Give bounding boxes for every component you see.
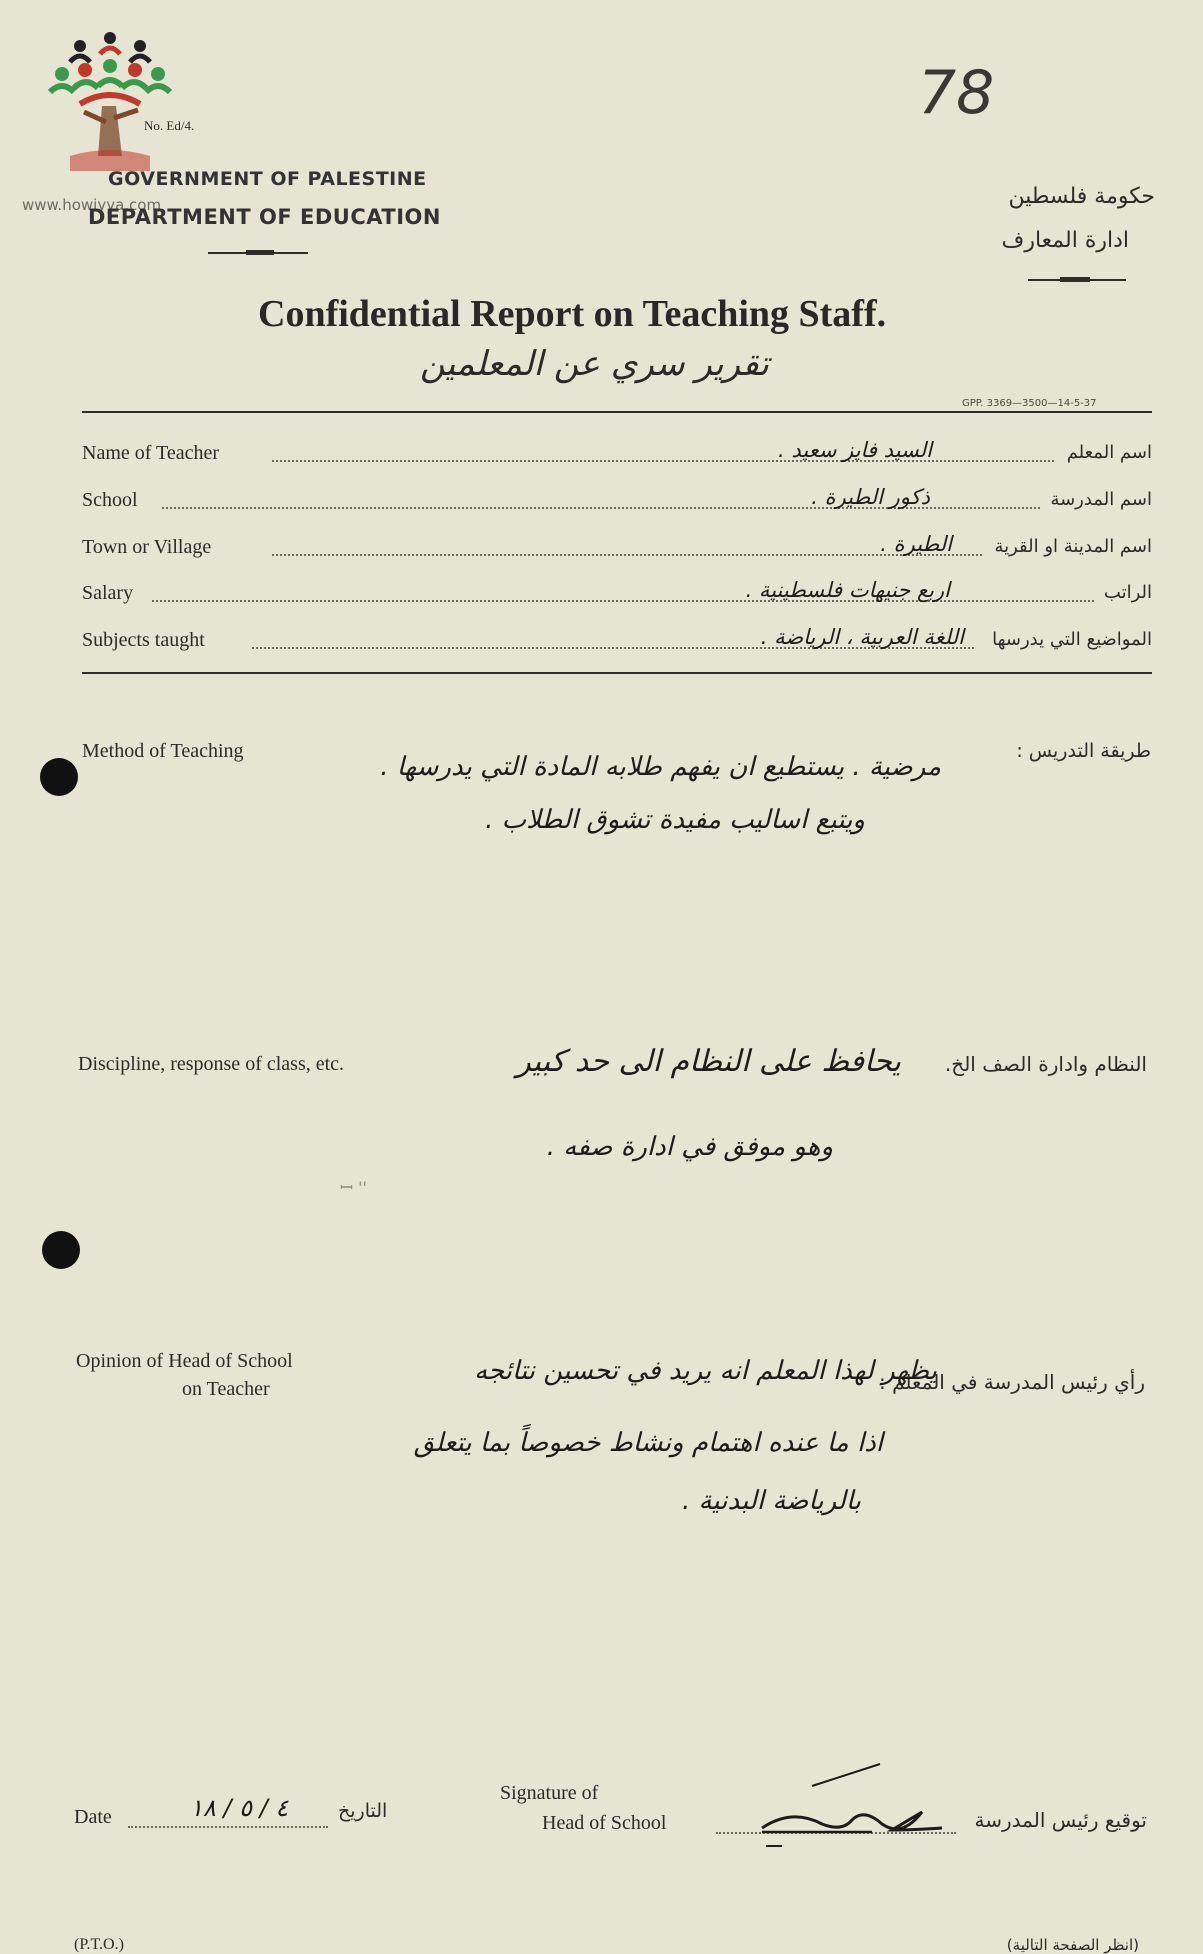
header-left-dash	[246, 250, 274, 255]
punch-hole-top	[40, 758, 78, 796]
field-school	[82, 485, 1152, 519]
field-label-en: Town or Village	[82, 536, 212, 558]
field-label-en: School	[82, 489, 138, 511]
opinion-label-en-line-1: Opinion of Head of School	[76, 1350, 293, 1372]
opinion-label-ar: رأي رئيس المدرسة في المعلم :	[878, 1370, 1145, 1394]
signature-label-ar: توقيع رئيس المدرسة	[974, 1808, 1147, 1832]
signature-label-en-line-1: Signature of	[500, 1782, 599, 1804]
date-dotted-line	[128, 1826, 328, 1828]
watermark-site: www.howiyya.com	[22, 196, 162, 214]
field-label-en: Salary	[82, 582, 134, 604]
field-label-en: Name of Teacher	[82, 442, 220, 464]
howiyya-logo	[40, 26, 180, 176]
field-name-of-teacher	[82, 438, 1152, 472]
field-town-or-village	[82, 532, 1152, 566]
field-label-ar: اسم المدرسة	[1050, 489, 1152, 510]
field-label-ar: اسم المدينة او القرية	[994, 536, 1152, 557]
field-value: السيد فايز سعيد .	[778, 438, 932, 462]
date-label-en: Date	[74, 1806, 112, 1828]
discipline-label-en: Discipline, response of class, etc.	[78, 1053, 345, 1075]
government-title-ar: حكومة فلسطين	[1008, 184, 1155, 209]
date-value: ٤ / ٥ / ١٨	[190, 1794, 289, 1822]
report-title-en: Confidential Report on Teaching Staff.	[258, 293, 887, 335]
method-label-en: Method of Teaching	[82, 740, 244, 762]
opinion-label-en-line-2: on Teacher	[182, 1378, 270, 1400]
field-value: اللغة العربية ، الرياضة .	[760, 625, 964, 649]
field-dotted-line	[152, 600, 1094, 602]
discipline-label-ar: النظام وادارة الصف الخ.	[944, 1052, 1147, 1076]
field-value: الطيرة .	[880, 532, 952, 556]
field-value: اربع جنيهات فلسطينية .	[745, 578, 950, 602]
punch-hole-bottom	[42, 1231, 80, 1269]
field-salary	[82, 578, 1152, 612]
field-label-en: Subjects taught	[82, 629, 205, 651]
method-text-line-1: مرضية . يستطيع ان يفهم طلابه المادة التي يدرسها .	[380, 752, 941, 782]
page-number: 78	[918, 58, 995, 128]
date-label-ar: التاريخ	[338, 1800, 388, 1822]
department-title-en: DEPARTMENT OF EDUCATION	[88, 205, 441, 229]
field-dotted-line	[272, 554, 982, 556]
header-right-dash	[1060, 277, 1090, 282]
field-label-ar: الراتب	[1103, 582, 1152, 603]
field-label-ar: اسم المعلم	[1066, 442, 1152, 463]
opinion-text-line-1: يظهر لهذا المعلم انه يريد في تحسين نتائجه	[474, 1356, 937, 1386]
discipline-text-line-1: يحافظ على النظام الى حد كبير	[516, 1044, 901, 1079]
handwritten-signature	[752, 1758, 952, 1848]
fields-top-rule	[82, 411, 1152, 413]
discipline-text-line-2: وهو موفق في ادارة صفه .	[546, 1132, 833, 1162]
print-code: GPP. 3369—3500—14-5-37	[962, 398, 1097, 409]
method-label-ar: طريقة التدريس :	[1016, 740, 1151, 762]
field-dotted-line	[272, 460, 1054, 462]
form-number: No. Ed/4.	[144, 118, 195, 133]
pencil-mark: ꟷ ''	[340, 1178, 367, 1197]
pto-ar: (انظر الصفحة التالية)	[1006, 1936, 1139, 1954]
opinion-text-line-2: اذا ما عنده اهتمام ونشاط خصوصاً بما يتعلق	[413, 1428, 883, 1458]
field-label-ar: المواضيع التي يدرسها	[992, 629, 1152, 650]
report-title-ar: تقرير سري عن المعلمين	[420, 344, 770, 384]
field-subjects-taught	[82, 625, 1152, 659]
fields-bottom-rule	[82, 672, 1152, 674]
method-text-line-2: ويتبع اساليب مفيدة تشوق الطلاب .	[485, 805, 865, 835]
field-value: ذكور الطيرة .	[811, 485, 930, 509]
government-title-en: GOVERNMENT OF PALESTINE	[108, 168, 427, 190]
pto-en: (P.T.O.)	[74, 1936, 124, 1953]
department-title-ar: ادارة المعارف	[1001, 228, 1129, 253]
tree-people-icon	[40, 26, 180, 176]
signature-label-en-line-2: Head of School	[542, 1812, 667, 1834]
opinion-text-line-3: بالرياضة البدنية .	[681, 1486, 861, 1516]
